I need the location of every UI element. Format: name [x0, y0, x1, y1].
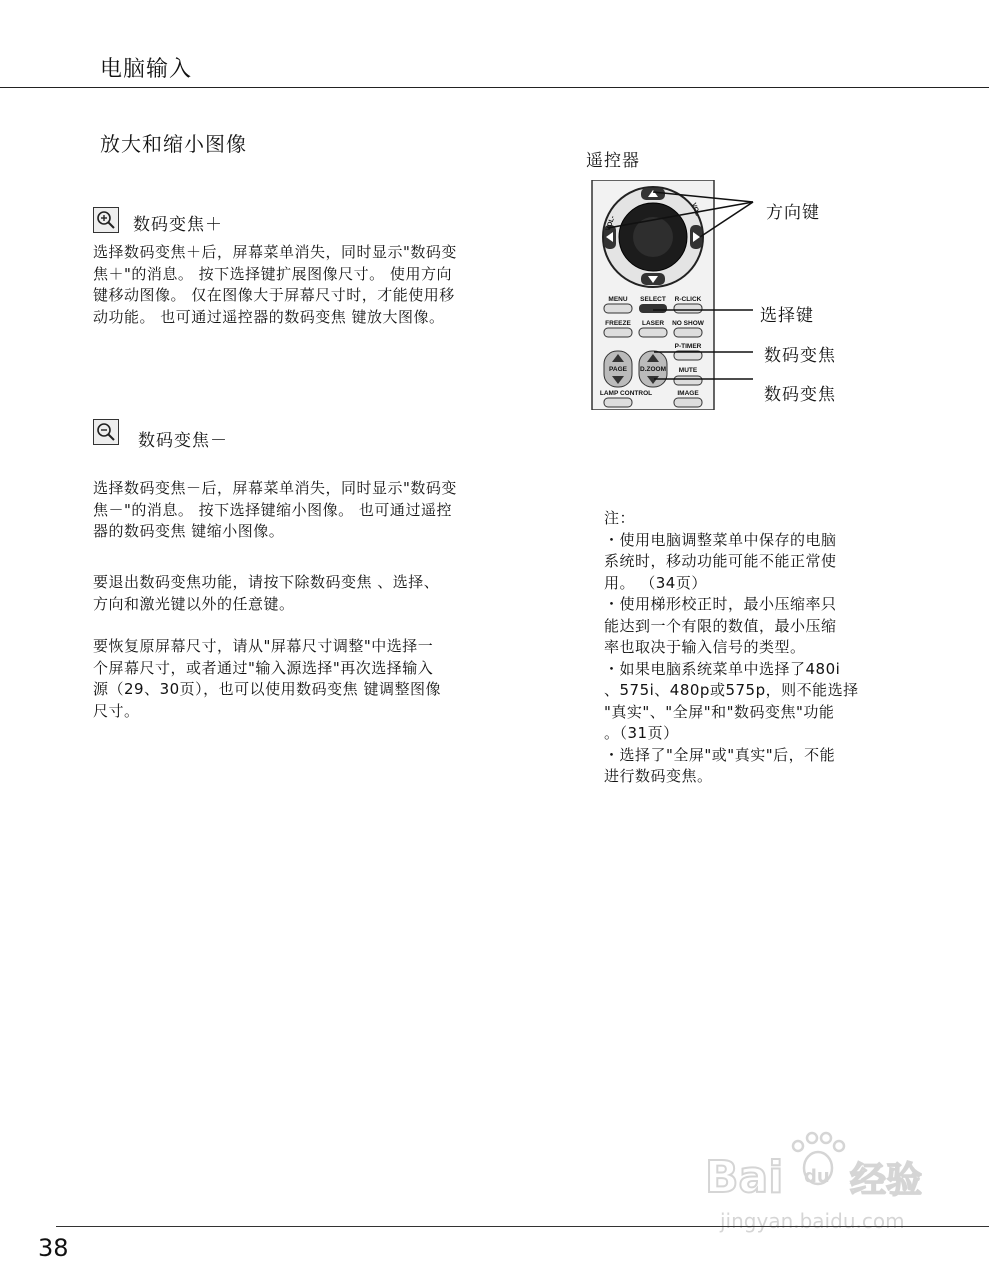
- vol-minus-label: VOL-: [604, 214, 617, 232]
- image-button-label: IMAGE: [677, 390, 699, 397]
- section-title: 放大和缩小图像: [100, 132, 247, 156]
- note-line: "真实"、"全屏"和"数码变焦"功能: [604, 702, 835, 721]
- note-line: ・如果电脑系统菜单中选择了480i: [604, 659, 841, 678]
- notes-block: [604, 508, 894, 788]
- laser-button-label: LASER: [641, 320, 665, 327]
- digital-zoom-label-2: 数码变焦: [764, 385, 836, 405]
- watermark-brand: Bai: [705, 1152, 784, 1203]
- lamp-control-label: LAMP CONTROL: [599, 390, 653, 397]
- text-line: 键移动图像。 仅在图像大于屏幕尺寸时，才能使用移: [93, 286, 455, 304]
- text-line: 源（29、30页），也可以使用数码变焦 键调整图像: [93, 680, 441, 698]
- vol-plus-label: VOL: [689, 202, 701, 217]
- watermark-url: jingyan.baidu.com: [720, 1209, 905, 1233]
- notes-heading: 注：: [604, 509, 636, 527]
- text-line: 选择数码变焦＋后，屏幕菜单消失，同时显示"数码变: [93, 243, 457, 261]
- ptimer-button-label: P-TIMER: [674, 343, 702, 350]
- text-line: 焦＋"的消息。 按下选择键扩展图像尺寸。 使用方向: [93, 264, 452, 283]
- note-line: 系统时，移动功能可能不能正常使: [604, 552, 837, 570]
- dzoom-button-label: D.ZOOM: [640, 366, 666, 373]
- page-number: 38: [38, 1234, 69, 1262]
- note-line: ・选择了"全屏"或"真实"后，不能: [604, 745, 836, 764]
- digital-zoom-label-1: 数码变焦: [764, 346, 836, 366]
- note-line: ・使用电脑调整菜单中保存的电脑: [604, 530, 837, 549]
- footer-divider: [56, 1226, 989, 1227]
- note-line: 用。 （34页）: [604, 573, 707, 592]
- select-key-label: 选择键: [760, 306, 814, 326]
- header-divider: [0, 87, 989, 88]
- text-line: 器的数码变焦 键缩小图像。: [93, 522, 285, 540]
- menu-button-label: MENU: [608, 296, 628, 303]
- text-line: 动功能。 也可通过遥控器的数码变焦 键放大图像。: [93, 307, 445, 326]
- note-line: ・使用梯形校正时，最小压缩率只: [604, 595, 837, 613]
- select-button-label: SELECT: [640, 296, 666, 303]
- zoom-in-icon: [93, 207, 119, 233]
- zoom-out-description: [93, 478, 523, 543]
- freeze-button-label: FREEZE: [605, 320, 631, 327]
- text-line: 要退出数码变焦功能，请按下除数码变焦 、选择、: [93, 573, 440, 591]
- noshow-button-label: NO SHOW: [672, 320, 704, 327]
- text-line: 选择数码变焦－后，屏幕菜单消失，同时显示"数码变: [93, 479, 457, 497]
- zoom-in-title: 数码变焦＋: [133, 215, 223, 235]
- text-line: 焦－"的消息。 按下选择键缩小图像。 也可通过遥控: [93, 500, 452, 519]
- zoom-out-icon: [93, 419, 119, 445]
- zoom-out-title: 数码变焦－: [138, 431, 228, 451]
- text-line: 尺寸。: [93, 701, 140, 720]
- page-button-label: PAGE: [609, 366, 627, 373]
- watermark-brand-2: du: [804, 1166, 830, 1187]
- text-line: 方向和激光键以外的任意键。: [93, 594, 295, 613]
- note-line: 、575i、480p或575p，则不能选择: [604, 681, 859, 699]
- note-line: 能达到一个有限的数值，最小压缩: [604, 616, 837, 635]
- baidu-jingyan-watermark: [700, 1130, 940, 1240]
- remote-title: 遥控器: [586, 151, 640, 171]
- note-line: 。（31页）: [604, 724, 679, 742]
- note-line: 率也取决于输入信号的类型。: [604, 638, 806, 656]
- mute-button-label: MUTE: [678, 367, 698, 374]
- direction-key-label: 方向键: [766, 203, 820, 223]
- note-line: 进行数码变焦。: [604, 767, 713, 785]
- text-line: 要恢复原屏幕尺寸，请从"屏幕尺寸调整"中选择一: [93, 637, 434, 655]
- rclick-button-label: R-CLICK: [674, 296, 702, 303]
- chapter-title: 电脑输入: [100, 57, 193, 82]
- watermark-cn: 经验: [850, 1160, 923, 1201]
- restore-size-text: [93, 636, 523, 722]
- text-line: 个屏幕尺寸，或者通过"输入源选择"再次选择输入: [93, 658, 434, 677]
- callout-lines: [588, 180, 758, 400]
- zoom-in-description: [93, 242, 523, 328]
- exit-zoom-text: [93, 572, 523, 615]
